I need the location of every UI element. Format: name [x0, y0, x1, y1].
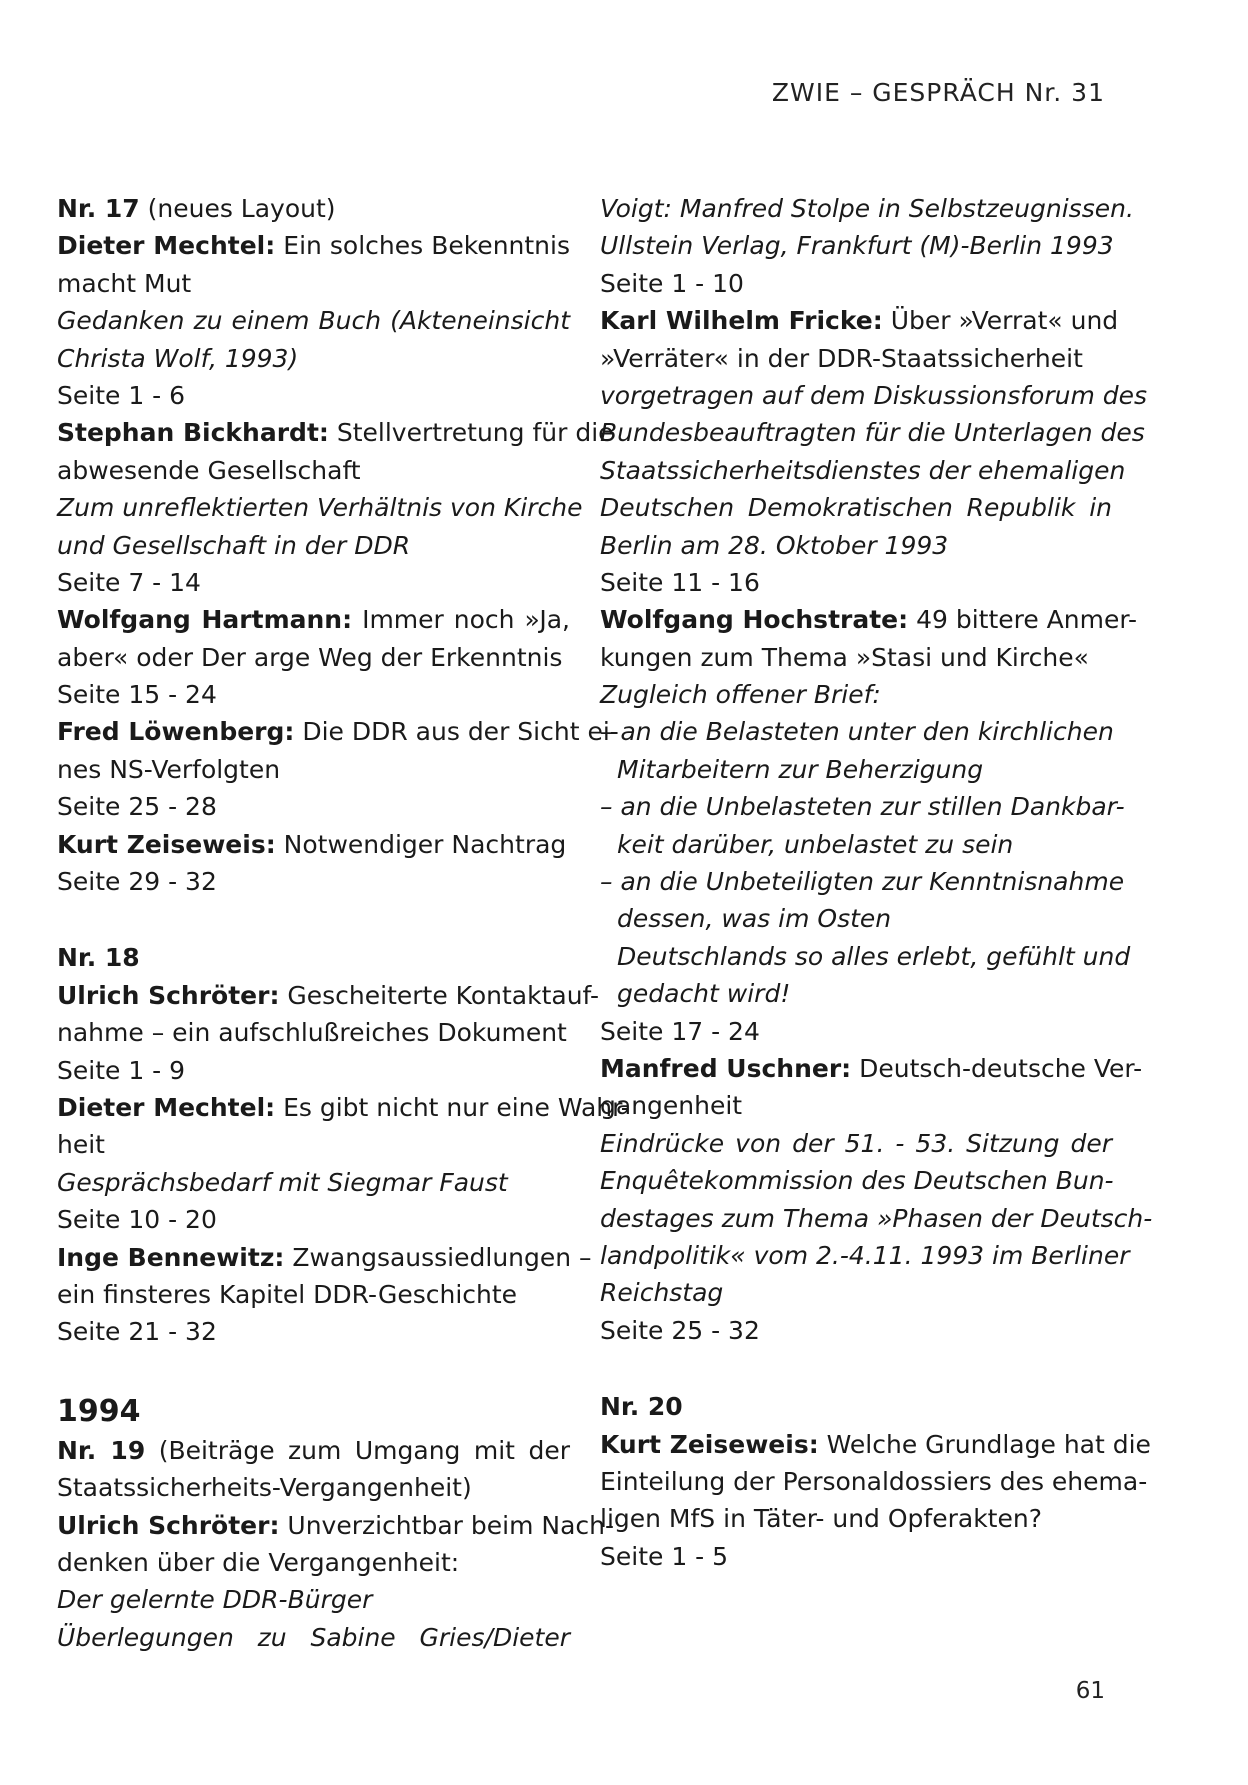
article-subtitle: vorgetragen auf dem Diskussionsforum des	[600, 380, 1148, 410]
article-subtitle: Staatssicherheitsdienstes der ehemaligen	[600, 455, 1126, 485]
article-author: Kurt Zeiseweis:	[600, 1429, 819, 1459]
article-line	[57, 227, 570, 264]
article-subtitle: Gesprächsbedarf mit Siegmar Faust	[57, 1167, 508, 1197]
article-line	[57, 977, 599, 1014]
issue-heading: Nr. 20	[600, 1392, 683, 1422]
article-line	[57, 713, 619, 750]
article-author: Wolfgang Hartmann:	[57, 605, 353, 635]
page-range: Seite 25 - 28	[57, 792, 217, 822]
article-subtitle: Enquêtekommission des Deutschen Bun-	[600, 1166, 1114, 1196]
article-title: denken über die Vergangenheit:	[57, 1547, 460, 1577]
article-subtitle: gedacht wird!	[617, 979, 791, 1009]
article-author: Inge Bennewitz:	[57, 1242, 285, 1272]
article-line	[57, 1089, 630, 1126]
page-range: Seite 11 - 16	[600, 567, 760, 597]
article-subtitle: Ullstein Verlag, Frankfurt (M)-Berlin 1993	[600, 231, 1114, 261]
page-range: Seite 1 - 6	[57, 380, 186, 410]
issue-note: (Beiträge zum Umgang mit der	[145, 1435, 570, 1465]
article-title: »Verräter« in der DDR-Staatssicherheit	[600, 343, 1083, 373]
article-title: Welche Grundlage hat die	[818, 1429, 1151, 1459]
running-header: ZWIE – GESPRÄCH Nr. 31	[771, 78, 1105, 107]
article-title: Stellvertretung für die	[328, 418, 614, 448]
article-title: kungen zum Thema »Stasi und Kirche«	[600, 642, 1089, 672]
article-author: Manfred Uschner:	[600, 1053, 852, 1083]
page-range: Seite 10 - 20	[57, 1205, 217, 1235]
article-title: gangenheit	[600, 1091, 743, 1121]
article-subtitle: Voigt: Manfred Stolpe in Selbstzeugnissen.	[600, 194, 1134, 223]
article-subtitle: Gedanken zu einem Buch (Akteneinsicht	[57, 306, 570, 336]
article-author: Ulrich Schröter:	[57, 980, 280, 1010]
article-title: Über »Verrat« und	[882, 306, 1119, 336]
page-range: Seite 25 - 32	[600, 1315, 760, 1345]
article-subtitle: keit darüber, unbelastet zu sein	[617, 829, 1014, 859]
page-range: Seite 7 - 14	[57, 567, 201, 597]
article-title: Gescheiterte Kontaktauf-	[279, 980, 599, 1010]
article-title: 49 bittere Anmer-	[908, 605, 1138, 635]
page-range: Seite 21 - 32	[57, 1317, 217, 1347]
article-title: Zwangsaussiedlungen –	[284, 1242, 592, 1272]
issue-line	[57, 939, 570, 976]
left-column	[57, 190, 630, 1656]
article-author: Ulrich Schröter:	[57, 1510, 280, 1540]
issue-heading: Nr. 17	[57, 194, 140, 223]
article-title: Die DDR aus der Sicht ei-	[294, 717, 619, 747]
article-title: nahme – ein aufschlußreiches Dokument	[57, 1018, 567, 1048]
article-subtitle: – an die Unbeteiligten zur Kenntnisnahme	[600, 867, 1125, 897]
article-line	[57, 1507, 614, 1544]
article-author: Kurt Zeiseweis:	[57, 829, 276, 859]
article-subtitle: Bundesbeauftragten für die Unterlagen des	[600, 418, 1145, 448]
issue-heading: Nr. 19	[57, 1435, 146, 1465]
article-title: Ein solches Bekenntnis	[275, 231, 570, 261]
article-subtitle: Mitarbeitern zur Beherzigung	[617, 754, 984, 784]
article-subtitle: Zugleich offener Brief:	[600, 680, 881, 710]
page-range: Seite 1 - 5	[600, 1541, 729, 1571]
issue-note: (neues Layout)	[139, 194, 336, 223]
article-subtitle: Der gelernte DDR-Bürger	[57, 1585, 373, 1615]
article-subtitle: Reichstag	[600, 1278, 724, 1308]
article-title: abwesende Gesellschaft	[57, 455, 361, 485]
article-title: Einteilung der Personaldossiers des ehema-	[600, 1466, 1148, 1496]
article-subtitle: Eindrücke von der 51. - 53. Sitzung der	[600, 1128, 1112, 1158]
article-author: Dieter Mechtel:	[57, 231, 276, 261]
article-author: Wolfgang Hochstrate:	[600, 605, 909, 635]
article-subtitle: landpolitik« vom 2.-4.11. 1993 im Berliner	[600, 1240, 1130, 1270]
issue-line	[600, 1388, 1112, 1425]
page-range: Seite 1 - 10	[600, 268, 744, 298]
article-title: macht Mut	[57, 268, 192, 298]
article-subtitle: Zum unreflektierten Verhältnis von Kirche	[57, 493, 583, 523]
article-author: Stephan Bickhardt:	[57, 418, 329, 448]
article-title: nes NS-Verfolgten	[57, 754, 281, 784]
article-subtitle: Deutschen Demokratischen Republik in	[600, 493, 1112, 523]
article-subtitle: – an die Belasteten unter den kirchlichen	[600, 717, 1114, 747]
article-subtitle: destages zum Thema »Phasen der Deutsch-	[600, 1203, 1153, 1233]
article-title: Deutsch-deutsche Ver-	[851, 1053, 1143, 1083]
article-title: Immer noch »Ja,	[352, 605, 570, 635]
article-title: Es gibt nicht nur eine Wahr-	[275, 1092, 630, 1122]
article-author: Dieter Mechtel:	[57, 1092, 276, 1122]
article-line	[57, 601, 570, 638]
article-title: Unverzichtbar beim Nach-	[279, 1510, 614, 1540]
article-subtitle: Berlin am 28. Oktober 1993	[600, 530, 949, 560]
page-number: 61	[1075, 1678, 1105, 1704]
issue-heading: Nr. 18	[57, 943, 140, 973]
right-column	[600, 190, 1153, 1575]
article-line	[57, 414, 614, 451]
article-subtitle: Deutschlands so alles erlebt, gefühlt und	[617, 941, 1131, 971]
article-subtitle: Christa Wolf, 1993)	[57, 343, 299, 373]
issue-line	[57, 190, 570, 227]
article-subtitle: Überlegungen zu Sabine Gries/Dieter	[57, 1622, 570, 1652]
article-subtitle: und Gesellschaft in der DDR	[57, 530, 411, 560]
page-range: Seite 1 - 9	[57, 1055, 186, 1085]
article-title: Notwendiger Nachtrag	[275, 829, 567, 859]
article-subtitle: – an die Unbelasteten zur stillen Dankbar-	[600, 792, 1125, 822]
article-line	[57, 1239, 592, 1276]
article-author: Karl Wilhelm Fricke:	[600, 306, 883, 336]
year-heading: 1994	[57, 1393, 141, 1429]
issue-note: Staatssicherheits-Vergangenheit)	[57, 1473, 472, 1503]
article-title: heit	[57, 1130, 105, 1160]
article-line	[600, 1050, 1143, 1087]
article-line	[600, 1426, 1151, 1463]
article-line	[600, 601, 1138, 638]
article-line	[600, 302, 1119, 339]
issue-line	[57, 1432, 570, 1469]
article-subtitle: dessen, was im Osten	[617, 904, 892, 934]
page-range: Seite 15 - 24	[57, 680, 217, 710]
page-range: Seite 29 - 32	[57, 867, 217, 897]
article-title: ein finsteres Kapitel DDR-Geschichte	[57, 1279, 518, 1309]
article-author: Fred Löwenberg:	[57, 717, 295, 747]
page-range: Seite 17 - 24	[600, 1016, 760, 1046]
article-title: aber« oder Der arge Weg der Erkenntnis	[57, 642, 563, 672]
article-title: ligen MfS in Täter- und Opferakten?	[600, 1504, 1042, 1534]
article-line	[57, 826, 570, 863]
